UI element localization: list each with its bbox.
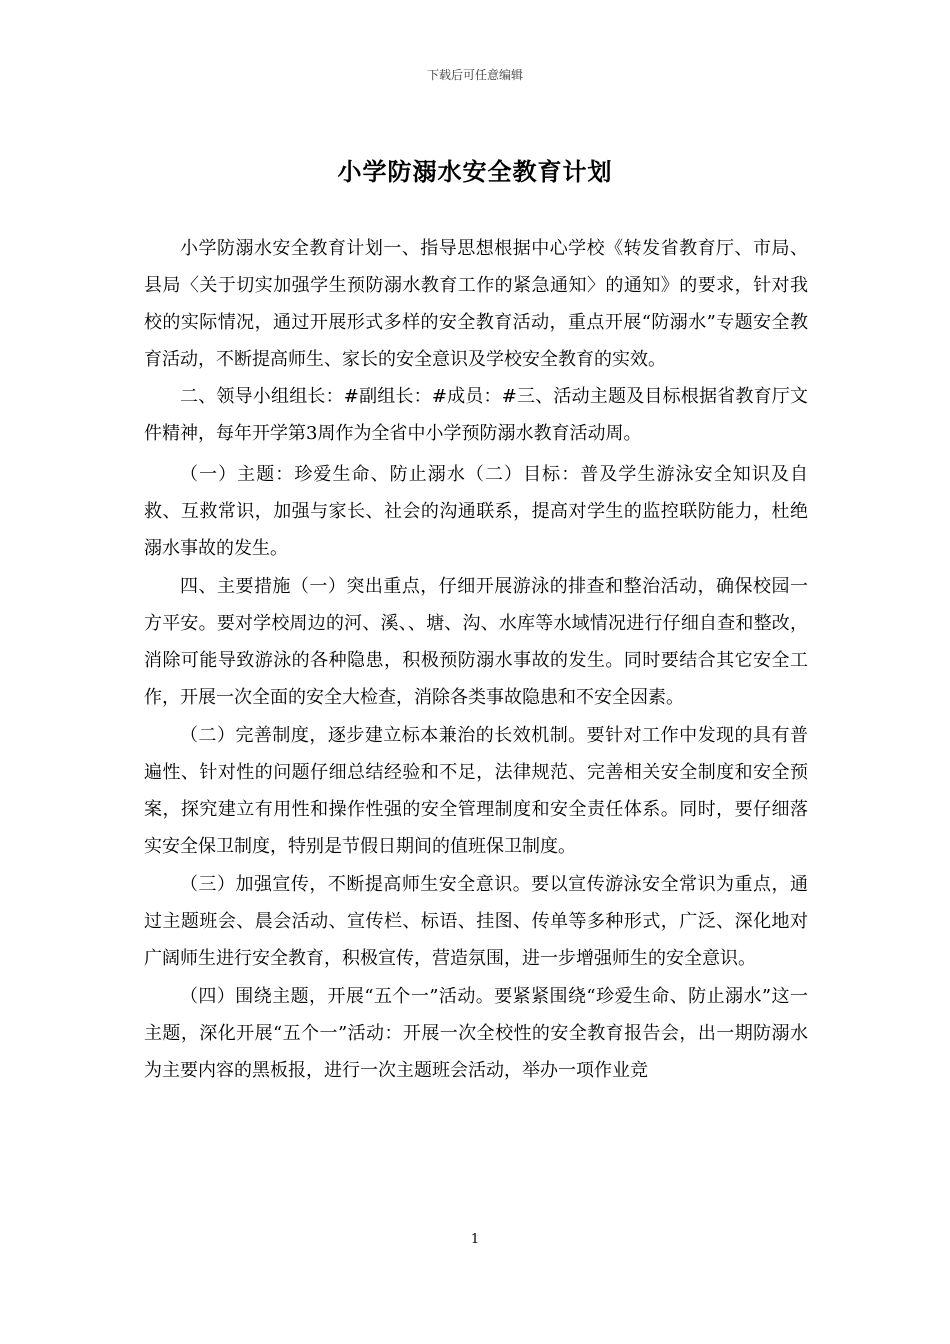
- paragraph-2: 二、领导小组组长：#副组长：#成员：#三、活动主题及目标根据省教育厅文件精神，每年开学第3周作为全省中小学预防溺水教育活动周。: [144, 386, 808, 444]
- paragraph-1: 小学防溺水安全教育计划一、指导思想根据中心学校《转发省教育厅、市局、县局〈关于切实加强学生预防溺水教育工作的紧急通知〉的通知》的要求，针对我校的实际情况，通过开展形式多样的安全教育活动，重点开展“防溺水”专题安全教育活动，不断提高师生、家长的安全意识及学校安全教育的实效。: [144, 238, 808, 370]
- paragraph-7: （四）围绕主题，开展“五个一”活动。要紧紧围绕“珍爱生命、防止溺水”这一主题，深化开展“五个一”活动：开展一次全校性的安全教育报告会，出一期防溺水为主要内容的黑板报，进行一次主题班会活动，举办一项作业竞: [144, 986, 808, 1081]
- header-note: 下载后可任意编辑: [426, 68, 523, 82]
- document-body: [144, 230, 808, 1089]
- paragraph-6: （三）加强宣传，不断提高师生安全意识。要以宣传游泳安全常识为重点，通过主题班会、晨会活动、宣传栏、标语、挂图、传单等多种形式，广泛、深化地对广阔师生进行安全教育，积极宣传，营造氛围，进一步增强师生的安全意识。: [144, 874, 808, 969]
- paragraph-5: （二）完善制度，逐步建立标本兼治的长效机制。要针对工作中发现的具有普遍性、针对性的问题仔细总结经验和不足，法律规范、完善相关安全制度和安全预案，探究建立有用性和操作性强的安全管理制度和安全责任体系。同时，要仔细落实安全保卫制度，特别是节假日期间的值班保卫制度。: [144, 725, 808, 857]
- document-title: 小学防溺水安全教育计划: [337, 157, 613, 186]
- paragraph-3: （一）主题：珍爱生命、防止溺水（二）目标：普及学生游泳安全知识及自救、互救常识，加强与家长、社会的沟通联系，提高对学生的监控联防能力，杜绝溺水事故的发生。: [144, 464, 808, 559]
- page-number: 1: [470, 1232, 480, 1247]
- paragraph-4: 四、主要措施（一）突出重点，仔细开展游泳的排查和整治活动，确保校园一方平安。要对学校周边的河、溪、、塘、沟、水库等水域情况进行仔细自查和整改，消除可能导致游泳的各种隐患，积极预防溺水事故的发生。同时要结合其它安全工作，开展一次全面的安全大检查，消除各类事故隐患和不安全因素。: [144, 576, 808, 708]
